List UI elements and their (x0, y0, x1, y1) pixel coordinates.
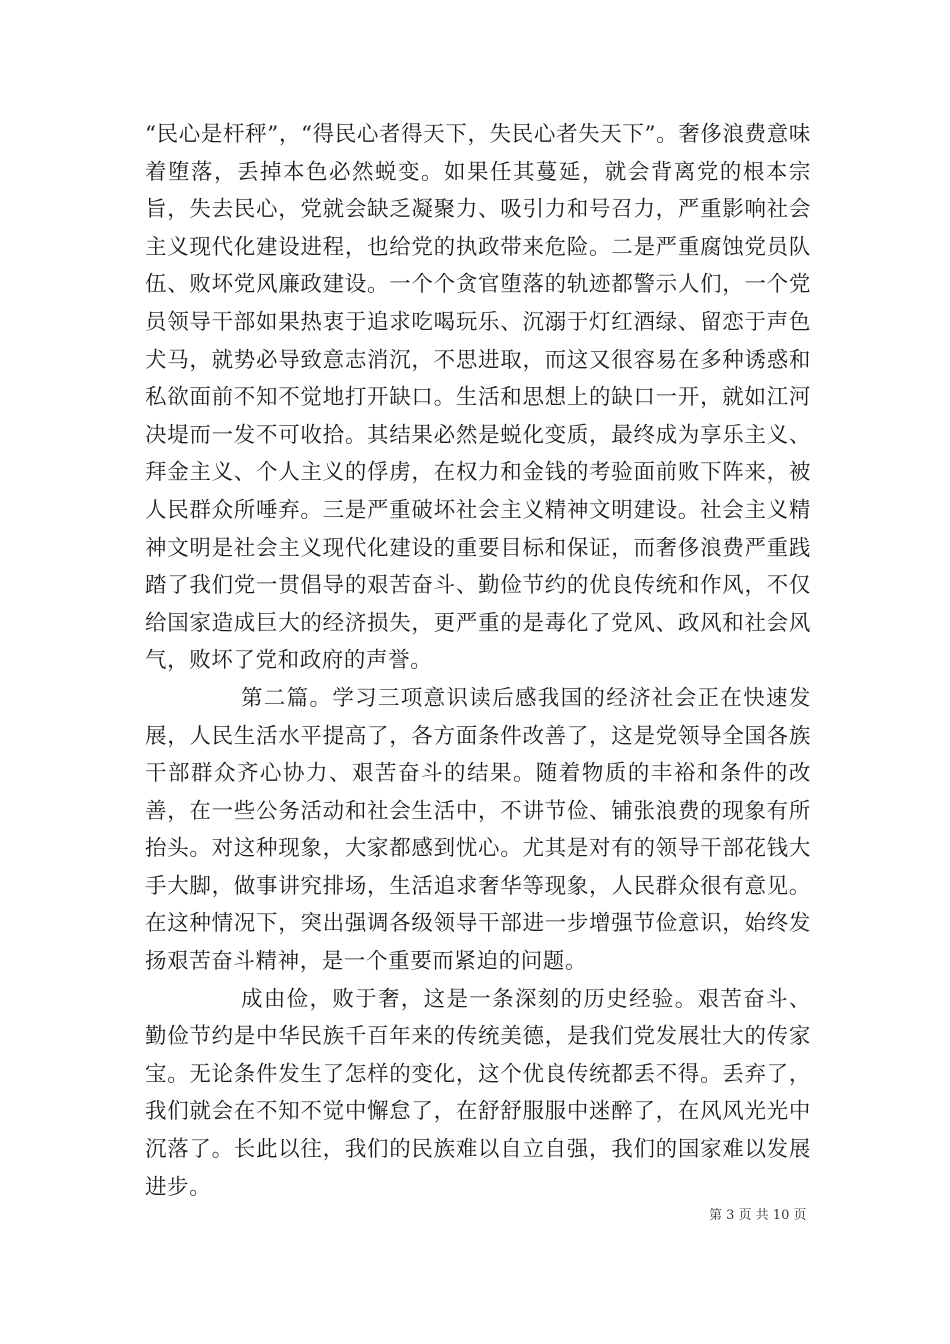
paragraph-1: “民心是杆秤”，“得民心者得天下，失民心者失天下”。奢侈浪费意味着堕落，丢掉本色必然蜕变。如果任其蔓延，就会背离党的根本宗旨，失去民心，党就会缺乏凝聚力、吸引力和号召力，严重影响社会主义现代化建设进程，也给党的执政带来危险。二是严重腐蚀党员队伍、败坏党风廉政建设。一个个贪官堕落的轨迹都警示人们，一个党员领导干部如果热衷于追求吃喝玩乐、沉溺于灯红酒绿、留恋于声色犬马，就势必导致意志消沉，不思进取，而这又很容易在多种诱惑和私欲面前不知不觉地打开缺口。生活和思想上的缺口一开，就如江河决堤而一发不可收拾。其结果必然是蜕化变质，最终成为享乐主义、拜金主义、个人主义的俘虏，在权力和金钱的考验面前败下阵来，被人民群众所唾弃。三是严重破坏社会主义精神文明建设。社会主义精神文明是社会主义现代化建设的重要目标和保证，而奢侈浪费严重践踏了我们党一贯倡导的艰苦奋斗、勤俭节约的优良传统和作风，不仅给国家造成巨大的经济损失，更严重的是毒化了党风、政风和社会风气，败坏了党和政府的声誉。 (145, 122, 811, 674)
page-number: 第 3 页 共 10 页 (709, 1208, 807, 1223)
paragraph-2: 第二篇。学习三项意识读后感我国的经济社会正在快速发展，人民生活水平提高了，各方面条件改善了，这是党领导全国各族干部群众齐心协力、艰苦奋斗的结果。随着物质的丰裕和条件的改善，在一些公务活动和社会生活中，不讲节俭、铺张浪费的现象有所抬头。对这种现象，大家都感到忧心。尤其是对有的领导干部花钱大手大脚，做事讲究排场，生活追求奢华等现象，人民群众很有意见。在这种情况下，突出强调各级领导干部进一步增强节俭意识，始终发扬艰苦奋斗精神，是一个重要而紧迫的问题。 (145, 685, 811, 975)
paragraph-3: 成由俭，败于奢，这是一条深刻的历史经验。艰苦奋斗、勤俭节约是中华民族千百年来的传统美德，是我们党发展壮大的传家宝。无论条件发生了怎样的变化，这个优良传统都丢不得。丢弃了，我们就会在不知不觉中懈怠了，在舒舒服服中迷醉了，在风风光光中沉落了。长此以往，我们的民族难以自立自强，我们的国家难以发展进步。 (145, 986, 811, 1200)
document-body (145, 116, 811, 1206)
